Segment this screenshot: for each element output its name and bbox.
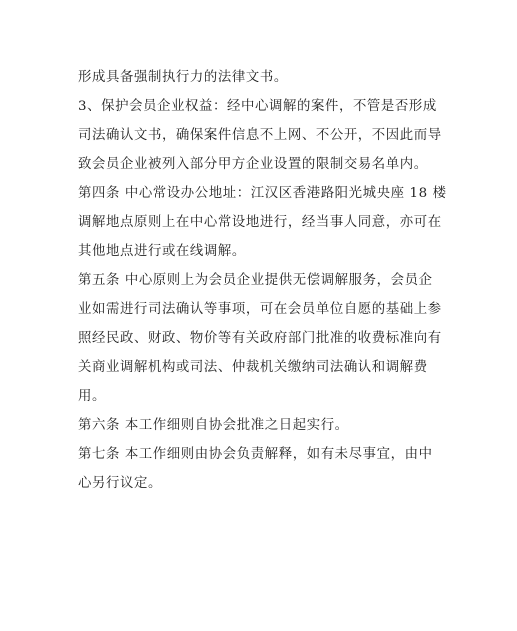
paragraph-legal-instrument bbox=[78, 63, 450, 92]
text-line: 第四条 中心常设办公地址：江汉区香港路阳光城央座 18 楼 bbox=[78, 186, 447, 201]
text-line: 第五条 中心原则上为会员企业提供无偿调解服务，会员企 bbox=[78, 273, 433, 288]
paragraph-article-4 bbox=[78, 179, 450, 266]
text-line: 致会员企业被列入部分甲方企业设置的限制交易名单内。 bbox=[78, 157, 428, 172]
paragraph-article-5 bbox=[78, 266, 450, 411]
text-line: 其他地点进行或在线调解。 bbox=[78, 244, 246, 259]
paragraph-article-6 bbox=[78, 411, 450, 440]
text-line: 用。 bbox=[78, 389, 106, 404]
text-line: 3、保护会员企业权益：经中心调解的案件，不管是否形成 bbox=[78, 99, 437, 114]
paragraph-protect-member-rights bbox=[78, 92, 450, 179]
text-line: 心另行议定。 bbox=[78, 476, 162, 491]
document-body bbox=[78, 63, 450, 498]
paragraph-article-7 bbox=[78, 440, 450, 498]
text-line: 第六条 本工作细则自协会批准之日起实行。 bbox=[78, 418, 349, 433]
text-line: 形成具备强制执行力的法律文书。 bbox=[78, 70, 288, 85]
text-line: 照经民政、财政、物价等有关政府部门批准的收费标准向有 bbox=[78, 331, 442, 346]
text-line: 业如需进行司法确认等事项，可在会员单位自愿的基础上参 bbox=[78, 302, 442, 317]
text-line: 调解地点原则上在中心常设地进行，经当事人同意，亦可在 bbox=[78, 215, 442, 230]
text-line: 第七条 本工作细则由协会负责解释，如有未尽事宜，由中 bbox=[78, 447, 433, 462]
text-line: 司法确认文书，确保案件信息不上网、不公开，不因此而导 bbox=[78, 128, 442, 143]
text-line: 关商业调解机构或司法、仲裁机关缴纳司法确认和调解费 bbox=[78, 360, 428, 375]
